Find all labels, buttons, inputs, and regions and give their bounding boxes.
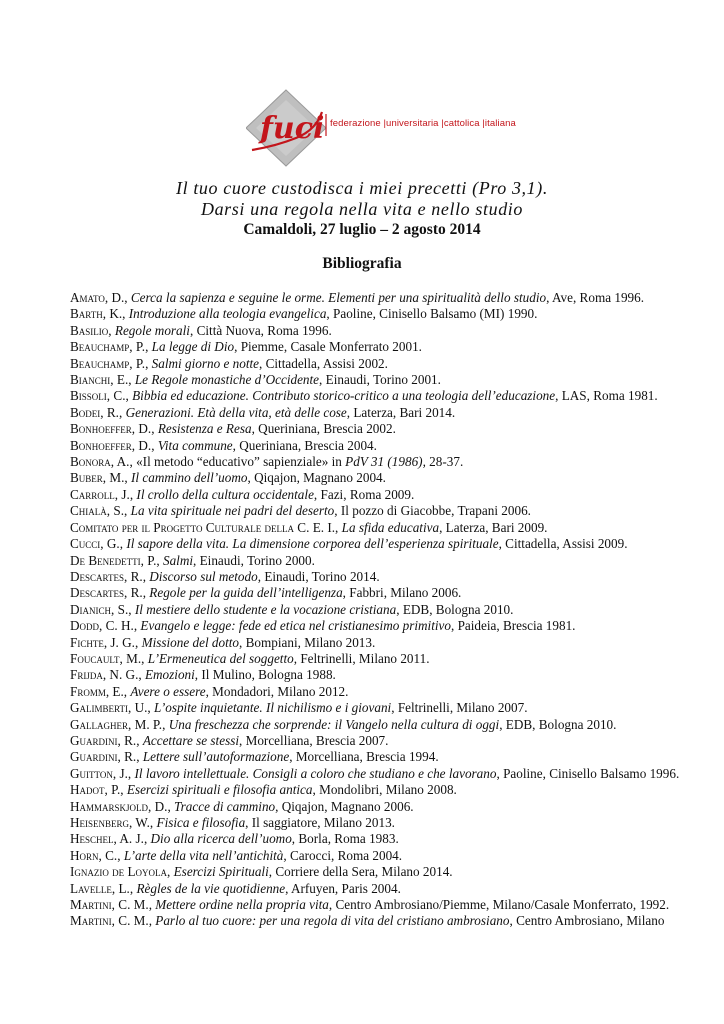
entry-separator: , bbox=[162, 716, 169, 732]
entry-title: L’ospite inquietante. Il nichilismo e i giovani bbox=[154, 700, 392, 716]
entry-publication: , Morcelliana, Brescia 1994. bbox=[289, 749, 439, 765]
entry-author: Gallagher, M. P. bbox=[70, 716, 163, 732]
bibliography-list bbox=[70, 290, 680, 930]
entry-publication: 28-37. bbox=[425, 454, 464, 470]
entry-author: Bonhoeffer, D. bbox=[70, 421, 152, 437]
bibliography-entry bbox=[70, 684, 670, 700]
organization-name: federazione |universitaria |cattolica |italiana bbox=[330, 118, 516, 129]
entry-title: Esercizi Spirituali bbox=[173, 864, 269, 880]
entry-publication: , EDB, Bologna 2010. bbox=[499, 716, 617, 732]
entry-title: La sfida educativa bbox=[341, 519, 440, 535]
entry-title: Règles de la vie quotidienne bbox=[136, 880, 286, 896]
entry-publication: , Il pozzo di Giacobbe, Trapani 2006. bbox=[334, 503, 531, 519]
bibliography-entry bbox=[70, 569, 670, 585]
entry-separator: , bbox=[149, 815, 157, 830]
bibliography-entry bbox=[70, 470, 670, 486]
entry-separator: , bbox=[117, 847, 124, 863]
entry-separator: , bbox=[136, 732, 143, 748]
bibliography-entry bbox=[70, 388, 670, 404]
entry-publication: , Qiqajon, Magnano 2006. bbox=[275, 798, 414, 814]
entry-author: Foucault, M. bbox=[70, 650, 142, 666]
entry-title: Il mestiere dello studente e la vocazione cristiana bbox=[134, 601, 397, 617]
entry-separator: , bbox=[124, 503, 131, 519]
entry-author: Amato, D. bbox=[70, 290, 125, 305]
bibliography-entry bbox=[70, 765, 680, 782]
entry-publication: , Bompiani, Milano 2013. bbox=[239, 634, 376, 650]
bibliography-entry bbox=[70, 733, 670, 749]
bibliography-entry bbox=[70, 454, 670, 470]
entry-separator: , bbox=[108, 322, 115, 338]
entry-publication: , Cittadella, Assisi 2009. bbox=[498, 536, 628, 552]
bibliography-entry bbox=[70, 503, 670, 519]
entry-separator: , bbox=[127, 765, 135, 781]
entry-title: L’arte della vita nell’antichità bbox=[123, 847, 284, 863]
entry-author: Beauchamp, P. bbox=[70, 339, 146, 355]
entry-author: Bianchi, E. bbox=[70, 372, 129, 388]
entry-separator: , bbox=[142, 585, 150, 601]
entry-publication: , Einaudi, Torino 2000. bbox=[193, 552, 315, 568]
entry-separator: , bbox=[136, 749, 143, 765]
entry-title: Missione del dotto bbox=[141, 634, 240, 650]
entry-publication: , Paideia, Brescia 1981. bbox=[450, 618, 576, 634]
entry-author: Cucci, G. bbox=[70, 536, 120, 552]
entry-publication: , Qiqajon, Magnano 2004. bbox=[247, 470, 386, 486]
event-place-dates: Camaldoli, 27 luglio – 2 agosto 2014 bbox=[243, 221, 481, 238]
entry-author: Guardini, R. bbox=[70, 749, 137, 765]
entry-title: La vita spirituale nei padri del deserto bbox=[130, 503, 335, 519]
entry-separator: , bbox=[129, 486, 137, 502]
entry-separator: , bbox=[129, 880, 137, 896]
entry-separator: , bbox=[151, 437, 158, 453]
bibliography-entry bbox=[70, 290, 670, 306]
entry-title: Una freschezza che sorprende: il Vangelo nella cultura di oggi bbox=[168, 716, 500, 732]
entry-author: Carroll, J. bbox=[70, 486, 130, 502]
entry-author: Barth, K. bbox=[70, 306, 123, 322]
entry-separator: , bbox=[145, 355, 152, 371]
entry-publication: , Mondolibri, Milano 2008. bbox=[312, 782, 457, 798]
bibliography-entry bbox=[70, 618, 670, 634]
entry-title: Le Regole monastiche d’Occidente bbox=[134, 372, 320, 388]
entry-separator: , bbox=[124, 290, 131, 305]
entry-separator: , bbox=[141, 650, 148, 666]
bibliography-entry bbox=[70, 848, 670, 864]
bibliography-entry bbox=[70, 553, 670, 569]
entry-publication: , Borla, Roma 1983. bbox=[291, 831, 399, 847]
entry-publication: , Paoline, Cinisello Balsamo (MI) 1990. bbox=[326, 306, 538, 322]
entry-author: Guitton, J. bbox=[70, 765, 128, 781]
entry-title: Il sapore della vita. La dimensione corporea dell’esperienza spirituale bbox=[126, 536, 499, 552]
bibliography-entry bbox=[70, 651, 670, 667]
entry-author: Heschel, A. J. bbox=[70, 831, 144, 847]
entry-separator: , «Il metodo “educativo” sapienziale» in bbox=[129, 454, 346, 470]
entry-title: Salmi giorno e notte bbox=[151, 355, 259, 371]
bibliography-entry bbox=[70, 700, 670, 716]
entry-author: Chialà, S. bbox=[70, 503, 125, 519]
entry-author: Martini, C. M. bbox=[70, 913, 149, 929]
entry-author: Beauchamp, P. bbox=[70, 355, 146, 371]
entry-author: Dodd, C. H. bbox=[70, 618, 134, 634]
entry-separator: , bbox=[125, 388, 133, 404]
entry-publication: , Piemme, Casale Monferrato 2001. bbox=[234, 339, 422, 355]
title-line-1: Il tuo cuore custodisca i miei precetti (Pro 3,1). bbox=[176, 178, 548, 198]
entry-separator: , bbox=[151, 421, 158, 437]
entry-title: Discorso sul metodo bbox=[149, 568, 258, 584]
entry-title: Esercizi spirituali e filosofia antica bbox=[126, 782, 313, 798]
entry-separator: , bbox=[143, 831, 151, 847]
entry-author: Guardini, R. bbox=[70, 732, 137, 748]
entry-title: Vita commune bbox=[157, 437, 233, 453]
entry-author: Fichte, J. G. bbox=[70, 634, 135, 650]
bibliography-entry bbox=[70, 520, 670, 536]
entry-publication: , Corriere della Sera, Milano 2014. bbox=[268, 864, 453, 880]
title-line-2: Darsi una regola nella vita e nello studio bbox=[200, 199, 523, 219]
bibliography-entry bbox=[70, 339, 670, 355]
entry-publication: , Fabbri, Milano 2006. bbox=[342, 585, 462, 601]
bibliography-entry bbox=[70, 585, 670, 601]
entry-publication: , Einaudi, Torino 2014. bbox=[257, 568, 380, 584]
entry-publication: , Mondadori, Milano 2012. bbox=[205, 683, 349, 699]
entry-publication: , Laterza, Bari 2014. bbox=[346, 404, 456, 420]
entry-author: Ignazio de Loyola bbox=[70, 864, 168, 880]
bibliography-entry bbox=[70, 717, 670, 733]
entry-title: Lettere sull’autoformazione bbox=[142, 749, 290, 765]
entry-author: Bonora, A. bbox=[70, 454, 130, 470]
entry-author: Comitato per il Progetto Culturale della C. E. I. bbox=[70, 519, 336, 535]
entry-publication: , Laterza, Bari 2009. bbox=[439, 519, 548, 535]
entry-title: Evangelo e legge: fede ed etica nel cristianesimo primitivo bbox=[140, 618, 451, 634]
bibliography-entry bbox=[70, 913, 670, 929]
entry-separator: , bbox=[167, 864, 174, 880]
entry-publication: , Paoline, Cinisello Balsamo 1996. bbox=[496, 765, 680, 781]
entry-publication: , Città Nuova, Roma 1996. bbox=[189, 322, 332, 338]
entry-title: Il lavoro intellettuale. Consigli a coloro che studiano e che lavorano bbox=[134, 765, 497, 781]
entry-publication: , Einaudi, Torino 2001. bbox=[319, 372, 441, 388]
bibliography-entry bbox=[70, 421, 670, 437]
entry-publication: , Centro Ambrosiano, Milano bbox=[509, 913, 665, 929]
entry-title: PdV 31 (1986), bbox=[345, 454, 426, 470]
entry-publication: , EDB, Bologna 2010. bbox=[396, 601, 514, 617]
entry-publication: , Feltrinelli, Milano 2011. bbox=[293, 650, 430, 666]
entry-title: Dio alla ricerca dell’uomo bbox=[150, 831, 292, 847]
entry-publication: , Il Mulino, Bologna 1988. bbox=[194, 667, 336, 683]
entry-title: Mettere ordine nella propria vita bbox=[155, 897, 329, 913]
entry-author: Hammarskjold, D. bbox=[70, 798, 168, 814]
entry-title: Avere o essere bbox=[130, 683, 206, 699]
entry-title: Regole per la guida dell’intelligenza bbox=[149, 585, 343, 601]
entry-publication: , Fazi, Roma 2009. bbox=[313, 486, 415, 502]
entry-author: Bodei, R. bbox=[70, 404, 119, 420]
entry-author: Dianich, S. bbox=[70, 601, 129, 617]
entry-separator: , bbox=[128, 372, 135, 388]
entry-title: La legge di Dio bbox=[151, 339, 235, 355]
entry-title: Regole morali bbox=[114, 322, 190, 338]
entry-separator: , bbox=[118, 404, 126, 420]
fuci-logo-text: fuci bbox=[260, 111, 325, 146]
entry-publication: , Ave, Roma 1996. bbox=[546, 290, 645, 305]
entry-separator: , bbox=[134, 634, 142, 650]
entry-author: Martini, C. M. bbox=[70, 897, 149, 913]
entry-author: De Benedetti, P. bbox=[70, 552, 157, 568]
entry-publication: , Centro Ambrosiano/Piemme, Milano/Casale Monferrato, 1992. bbox=[328, 897, 670, 913]
entry-separator: , bbox=[119, 536, 127, 552]
entry-publication: , Il saggiatore, Milano 2013. bbox=[245, 815, 395, 830]
entry-author: Frijda, N. G. bbox=[70, 667, 139, 683]
entry-title: Parlo al tuo cuore: per una regola di vita del cristiano ambrosiano bbox=[155, 913, 510, 929]
bibliography-entry bbox=[70, 356, 670, 372]
entry-author: Horn, C. bbox=[70, 847, 118, 863]
entry-author: Buber, M. bbox=[70, 470, 125, 486]
entry-title: Resistenza e Resa bbox=[157, 421, 252, 437]
entry-separator: , bbox=[122, 306, 129, 322]
entry-publication: , Carocci, Roma 2004. bbox=[283, 847, 403, 863]
entry-author: Bissoli, C. bbox=[70, 388, 126, 404]
entry-title: Salmi bbox=[162, 552, 194, 568]
entry-publication: , Arfuyen, Paris 2004. bbox=[285, 880, 401, 896]
bibliography-entry bbox=[70, 815, 670, 831]
entry-publication: , LAS, Roma 1981. bbox=[555, 388, 658, 404]
document-title-block bbox=[0, 178, 724, 240]
entry-title: Introduzione alla teologia evangelica bbox=[128, 306, 327, 322]
entry-publication: , Morcelliana, Brescia 2007. bbox=[239, 732, 389, 748]
entry-author: Lavelle, L. bbox=[70, 880, 130, 896]
entry-title: Bibbia ed educazione. Contributo storico-critico a una teologia dell’educazione bbox=[132, 388, 556, 404]
bibliography-entry bbox=[70, 323, 670, 339]
entry-separator: , bbox=[148, 897, 156, 913]
entry-separator: , bbox=[148, 913, 156, 929]
entry-author: Basilio bbox=[70, 322, 109, 338]
entry-separator: , bbox=[133, 618, 141, 634]
bibliography-entry bbox=[70, 372, 670, 388]
entry-separator: , bbox=[167, 798, 175, 814]
bibliography-entry bbox=[70, 881, 670, 897]
bibliography-entry bbox=[70, 864, 670, 880]
entry-separator: , bbox=[124, 470, 132, 486]
entry-author: Descartes, R. bbox=[70, 585, 143, 601]
entry-title: Cerca la sapienza e seguine le orme. Elementi per una spiritualità dello studio bbox=[130, 290, 547, 305]
bibliography-entry bbox=[70, 749, 670, 765]
entry-author: Descartes, R. bbox=[70, 568, 143, 584]
entry-publication: , Cittadella, Assisi 2002. bbox=[259, 355, 388, 371]
entry-author: Galimberti, U. bbox=[70, 700, 148, 716]
entry-separator: , bbox=[123, 683, 131, 699]
entry-author: Bonhoeffer, D. bbox=[70, 437, 152, 453]
bibliography-entry bbox=[70, 536, 670, 552]
bibliography-entry bbox=[70, 799, 670, 815]
bibliography-entry bbox=[70, 897, 670, 913]
entry-title: L’Ermeneutica del soggetto bbox=[147, 650, 294, 666]
entry-publication: , Queriniana, Brescia 2002. bbox=[251, 421, 396, 437]
bibliography-entry bbox=[70, 306, 670, 322]
entry-separator: , bbox=[156, 552, 163, 568]
entry-separator: , bbox=[145, 339, 152, 355]
entry-title: Il cammino dell’uomo bbox=[131, 470, 248, 486]
bibliography-entry bbox=[70, 438, 670, 454]
entry-separator: , bbox=[120, 782, 127, 798]
bibliography-entry bbox=[70, 831, 670, 847]
bibliography-entry bbox=[70, 635, 670, 651]
bibliography-entry bbox=[70, 782, 670, 798]
entry-author: Heisenberg, W. bbox=[70, 815, 150, 830]
entry-separator: , bbox=[147, 700, 154, 716]
entry-separator: , bbox=[335, 519, 342, 535]
bibliography-entry bbox=[70, 487, 670, 503]
bibliography-entry bbox=[70, 405, 670, 421]
entry-author: Hadot, P. bbox=[70, 782, 121, 798]
entry-publication: , Feltrinelli, Milano 2007. bbox=[391, 700, 528, 716]
bibliography-entry bbox=[70, 602, 670, 618]
entry-title: Fisica e filosofia bbox=[156, 815, 246, 830]
entry-publication: , Queriniana, Brescia 2004. bbox=[232, 437, 377, 453]
entry-author: Fromm, E. bbox=[70, 683, 124, 699]
bibliography-heading: Bibliografia bbox=[322, 255, 402, 272]
entry-title: Generazioni. Età della vita, età delle cose bbox=[125, 404, 347, 420]
entry-title: Emozioni bbox=[144, 667, 195, 683]
entry-separator: , bbox=[128, 601, 135, 617]
entry-title: Accettare se stessi bbox=[142, 732, 240, 748]
bibliography-entry bbox=[70, 667, 670, 683]
entry-title: Tracce di cammino bbox=[174, 798, 276, 814]
entry-separator: , bbox=[138, 667, 145, 683]
entry-title: Il crollo della cultura occidentale bbox=[136, 486, 314, 502]
entry-separator: , bbox=[142, 568, 150, 584]
